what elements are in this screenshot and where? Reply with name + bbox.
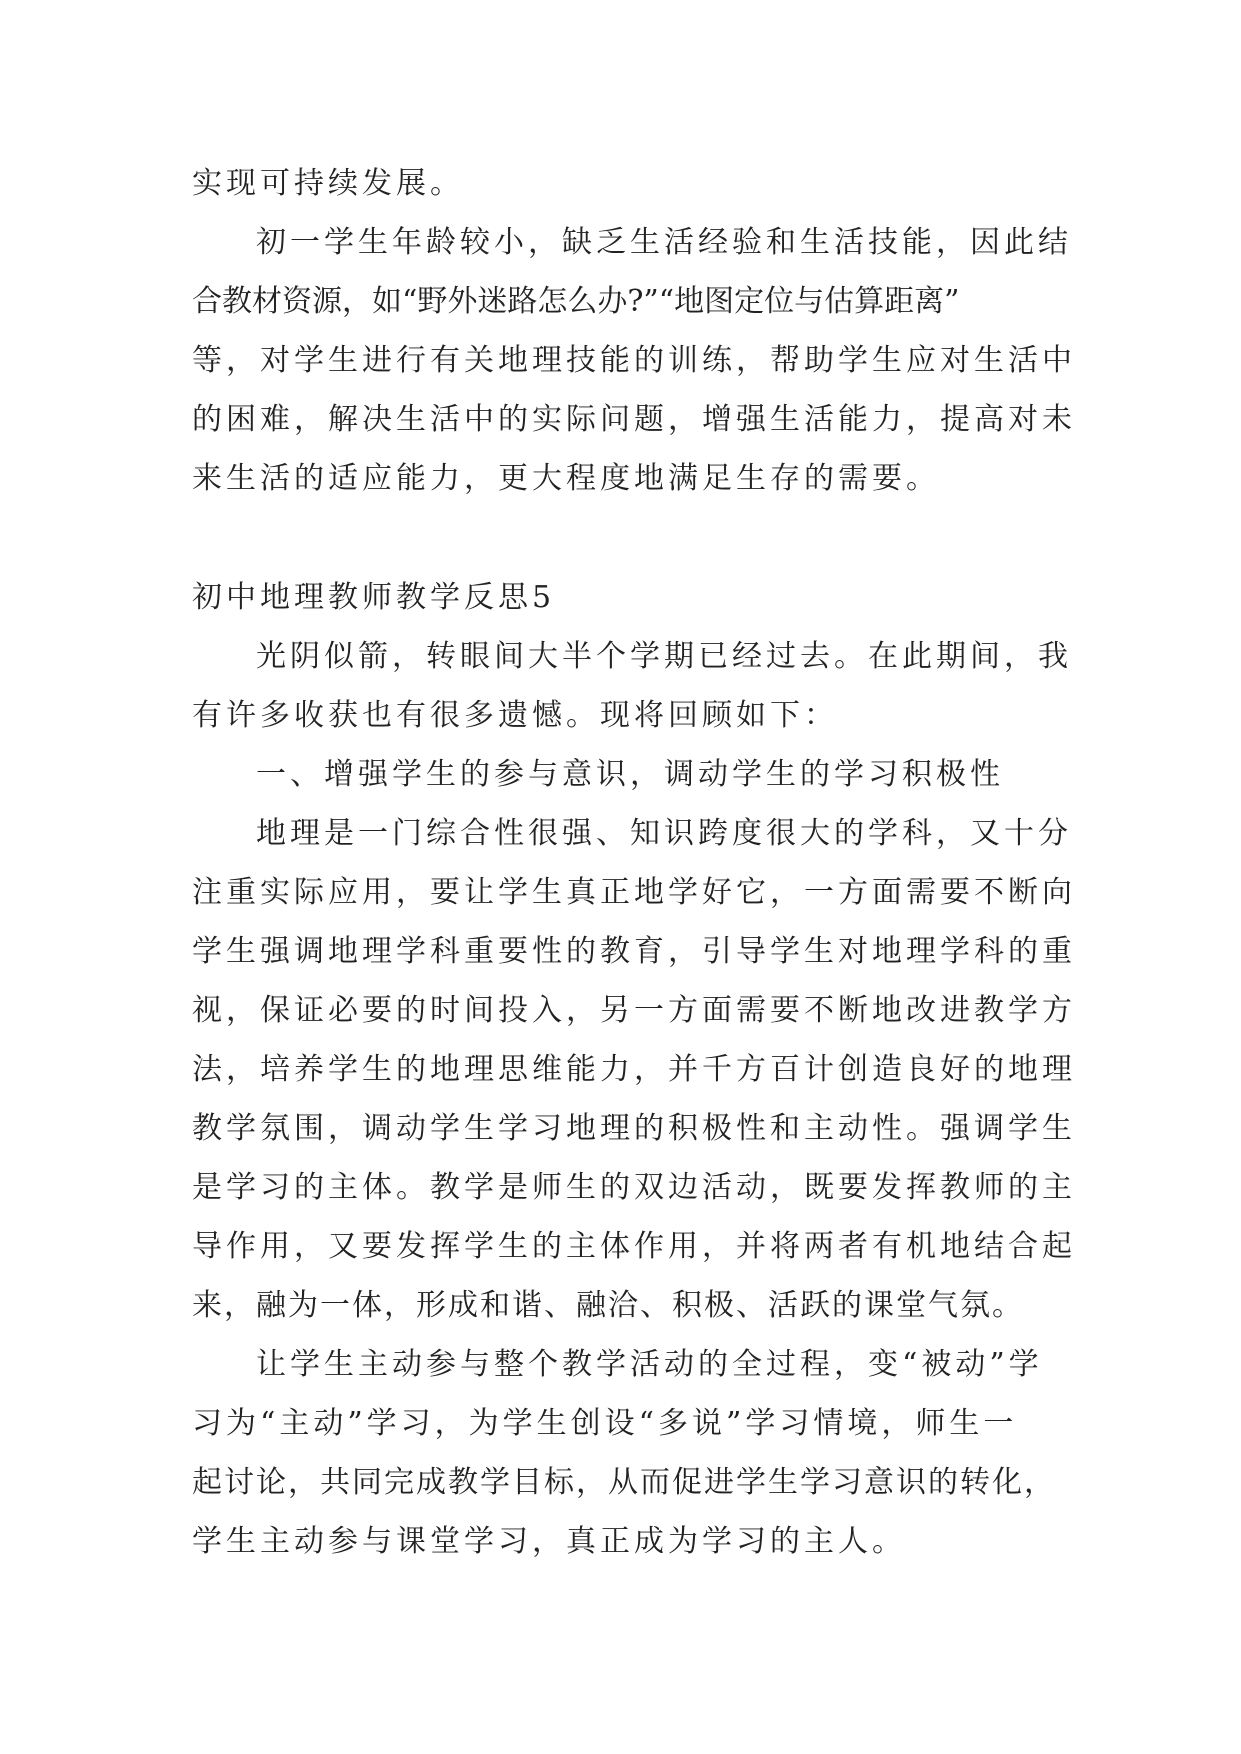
- paragraph-start-line: 光阴似箭，转眼间大半个学期已经过去。在此期间，我: [256, 639, 1072, 674]
- paragraph-start-line: 地理是一门综合性很强、知识跨度很大的学科，又十分: [256, 816, 1072, 851]
- text-line: 法，培养学生的地理思维能力，并千方百计创造良好的地理: [192, 1052, 1076, 1087]
- text-line: 实现可持续发展。: [192, 166, 464, 201]
- text-line: 来生活的适应能力，更大程度地满足生存的需要。: [192, 461, 940, 496]
- text-line: 的困难，解决生活中的实际问题，增强生活能力，提高对未: [192, 402, 1076, 437]
- text-line: 起讨论，共同完成教学目标，从而促进学生学习意识的转化，: [192, 1465, 1056, 1500]
- paragraph-start-line: 让学生主动参与整个教学活动的全过程，变“被动”学: [256, 1347, 1043, 1382]
- text-line: 学生强调地理学科重要性的教育，引导学生对地理学科的重: [192, 934, 1076, 969]
- text-line: 导作用，又要发挥学生的主体作用，并将两者有机地结合起: [192, 1229, 1076, 1264]
- text-line: 有许多收获也有很多遗憾。现将回顾如下：: [192, 698, 838, 733]
- paragraph-start-line: 初一学生年龄较小，缺乏生活经验和生活技能，因此结: [256, 225, 1072, 260]
- text-line: 学生主动参与课堂学习，真正成为学习的主人。: [192, 1524, 906, 1559]
- text-line: 习为“主动”学习，为学生创设“多说”学习情境，师生一: [192, 1406, 1018, 1441]
- text-line: 教学氛围，调动学生学习地理的积极性和主动性。强调学生: [192, 1111, 1076, 1146]
- text-line: 来，融为一体，形成和谐、融洽、积极、活跃的课堂气氛。: [192, 1288, 1024, 1323]
- text-line: 等，对学生进行有关地理技能的训练，帮助学生应对生活中: [192, 343, 1076, 378]
- text-line: 注重实际应用，要让学生真正地学好它，一方面需要不断向: [192, 875, 1076, 910]
- section-heading: 初中地理教师教学反思5: [192, 580, 556, 615]
- text-line: 合教材资源，如“野外迷路怎么办?”“地图定位与估算距离”: [192, 284, 960, 319]
- text-line: 是学习的主体。教学是师生的双边活动，既要发挥教师的主: [192, 1170, 1076, 1205]
- text-line: 视，保证必要的时间投入，另一方面需要不断地改进教学方: [192, 993, 1076, 1028]
- subheading-line: 一、增强学生的参与意识，调动学生的学习积极性: [256, 757, 1004, 792]
